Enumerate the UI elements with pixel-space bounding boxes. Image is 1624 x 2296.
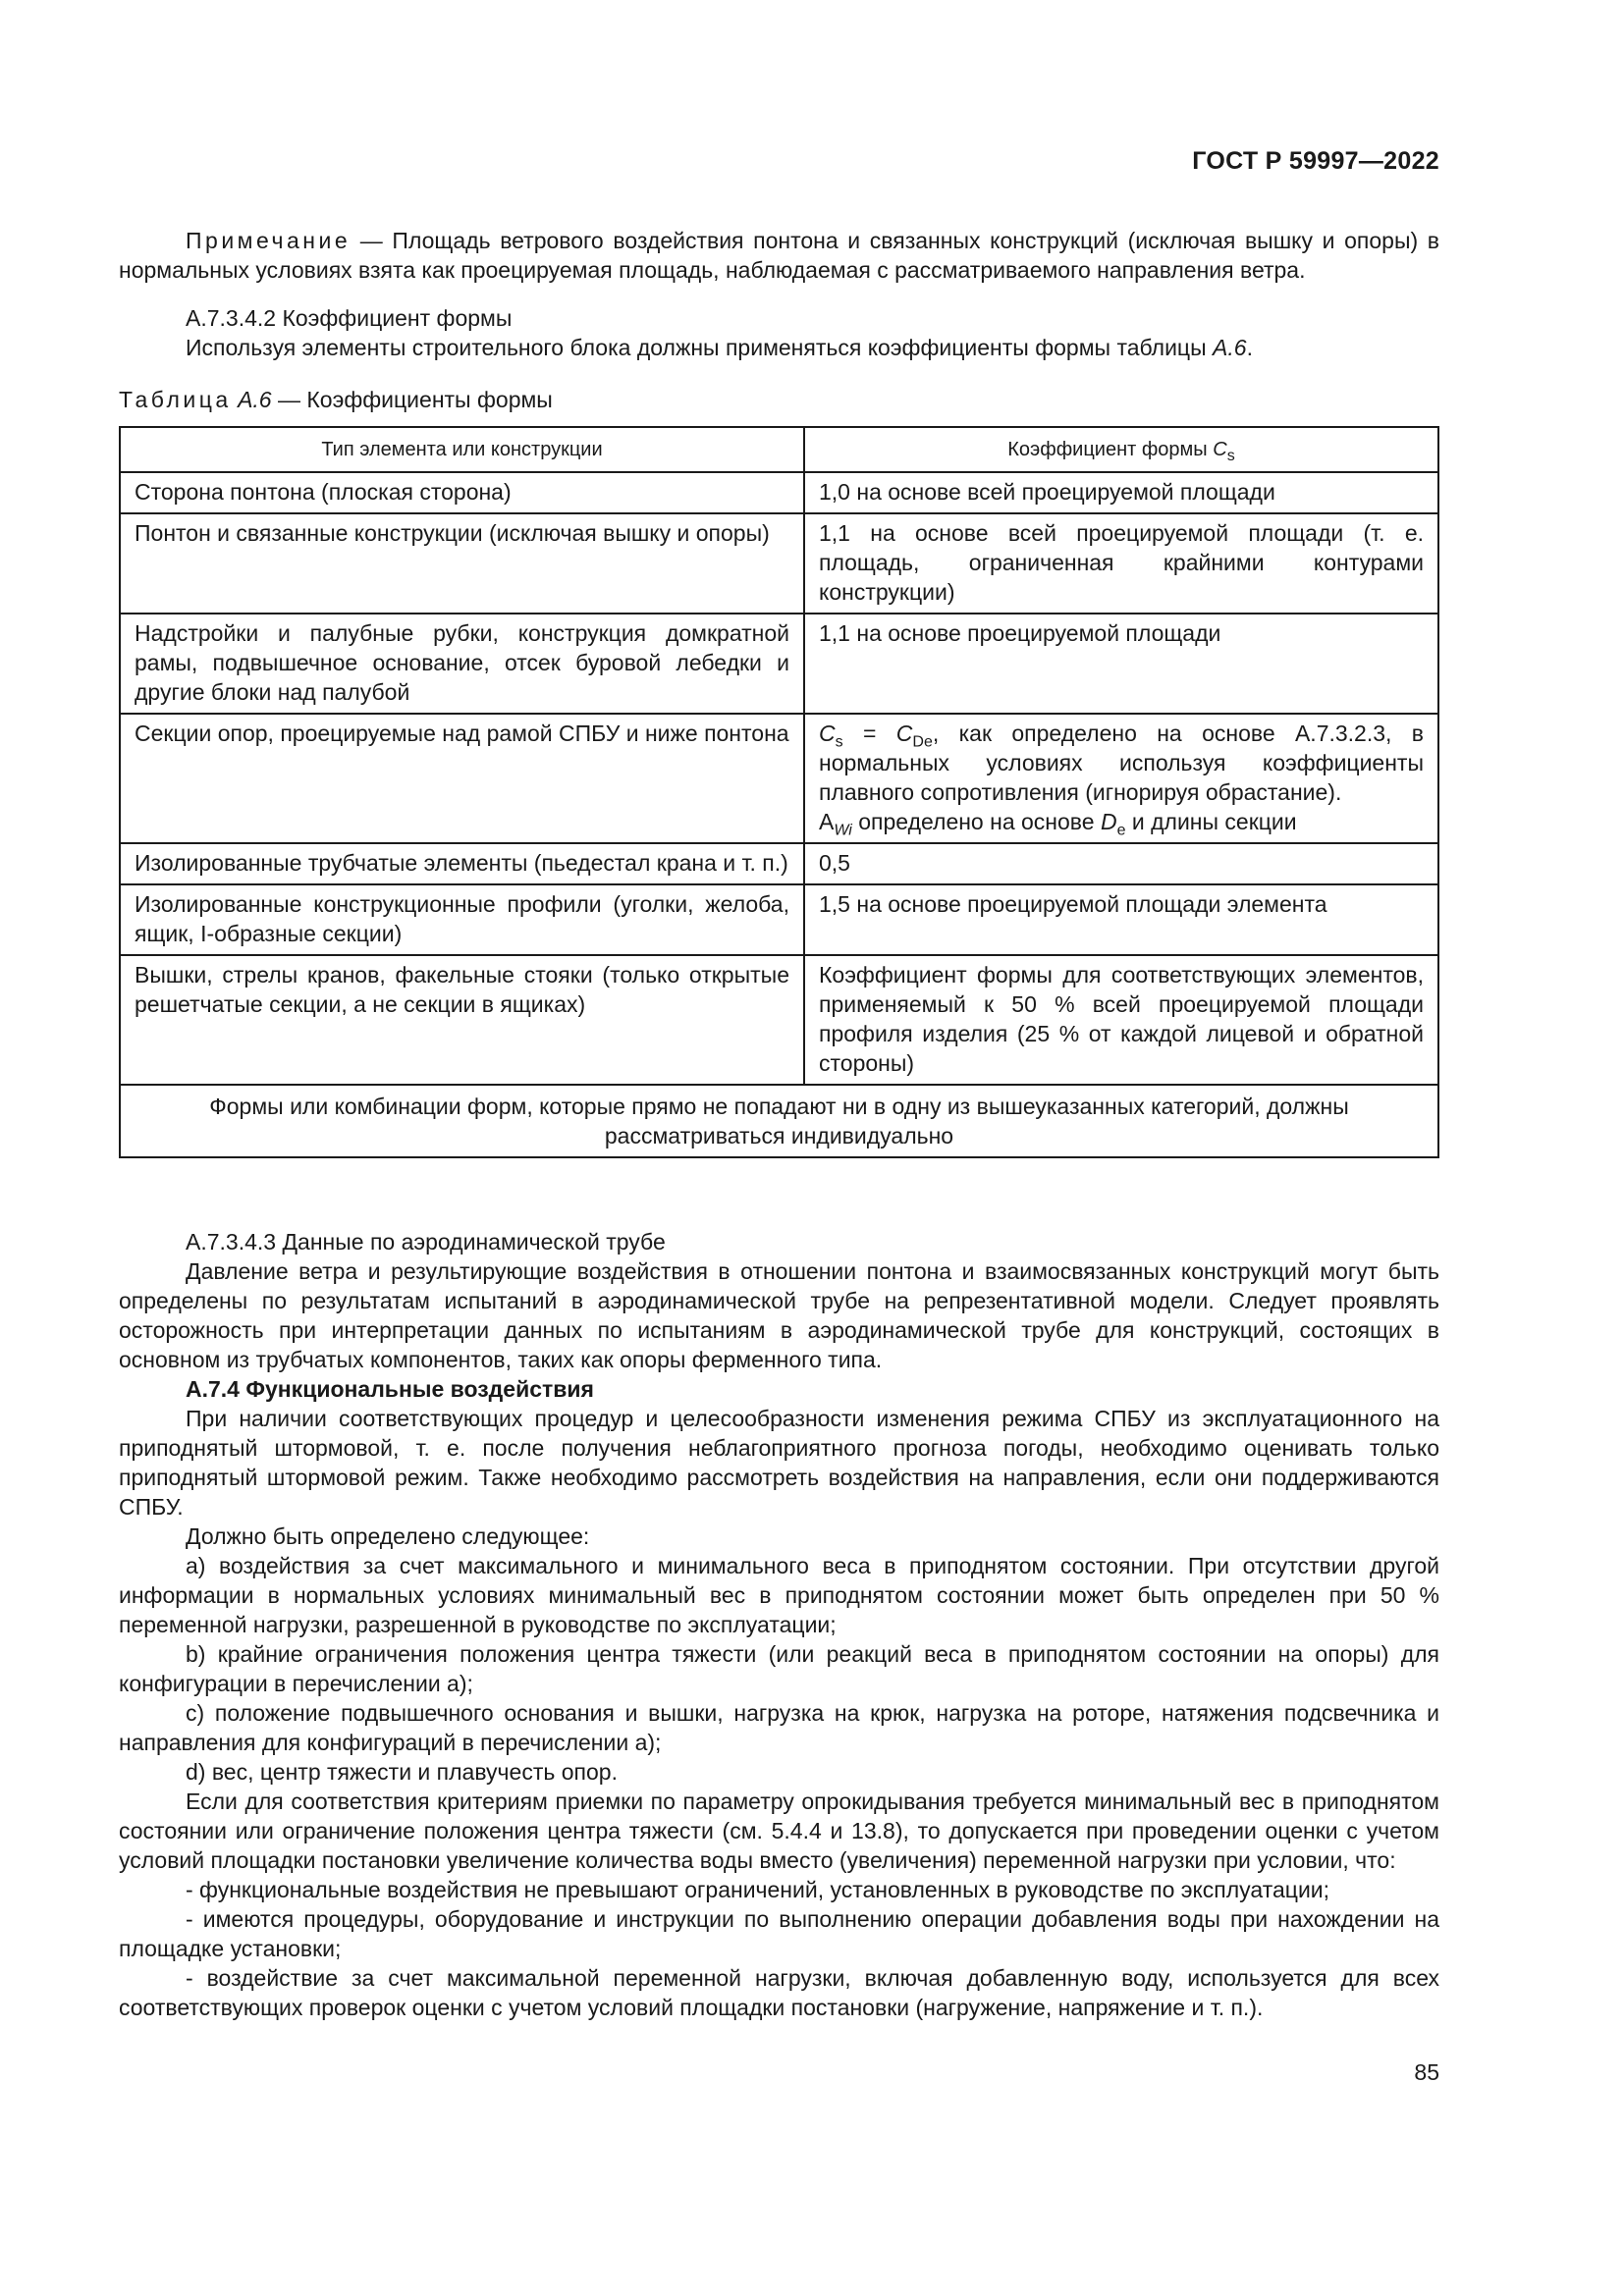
section-a7342-text: Используя элементы строительного блока должны применяться коэффициенты формы таблицы А.6. — [186, 335, 1253, 360]
section-a7343-title: А.7.3.4.3 Данные по аэродинамической трубе — [186, 1229, 666, 1255]
table-row — [120, 955, 1438, 1085]
header-shape-coefficient: Коэффициент формы $C_s$ — [804, 427, 1438, 472]
cell-element-type: Изолированные трубчатые элементы (пьедестал крана и т. п.) — [120, 843, 804, 884]
table-caption-label: Таблица — [119, 387, 232, 412]
table-row — [120, 472, 1438, 513]
table-caption-number: А.6 — [238, 387, 272, 412]
list-item-c: c) положение подвышечного основания и вышки, нагрузка на крюк, нагрузка на роторе, натяжения подсвечника и направления для конфигураций в перечислении a); — [119, 1700, 1439, 1755]
table-row — [120, 714, 1438, 843]
page-number: 85 — [1414, 2059, 1439, 2085]
cell-coefficient: 1,0 на основе всей проецируемой площади — [804, 472, 1438, 513]
conditions-paragraph: Если для соответствия критериям приемки по параметру опрокидывания требуется минимальный вес в приподнятом состоянии или ограничение положения центра тяжести (см. 5.4.4 и 13.8), то допускается при проведении оценки с учетом условий площадки постановки увеличение количества воды вместо (увеличения) переменной нагрузки при условии, что: — [119, 1789, 1439, 1873]
dash-item-1: - функциональные воздействия не превышают ограничений, установленных в руководстве по эксплуатации; — [186, 1877, 1330, 1902]
standard-header: ГОСТ Р 59997—2022 — [1192, 147, 1439, 175]
cell-coefficient: 0,5 — [804, 843, 1438, 884]
note-paragraph — [119, 226, 1439, 285]
shape-coefficients-table — [119, 426, 1439, 1158]
table-footer-row — [120, 1085, 1438, 1157]
table-header-row — [120, 427, 1438, 472]
table-row — [120, 614, 1438, 714]
note-label: Примечание — [186, 228, 352, 253]
section-a7343-paragraph: Давление ветра и результирующие воздействия в отношении понтона и взаимосвязанных конструкций могут быть определены по результатам испытаний в аэродинамической трубе на репрезентативной модели. Следует проявлять осторожность при интерпретации данных по испытаниям в аэродинамической трубе для конструкций, состоящих в основном из трубчатых компонентов, таких как опоры ферменного типа. — [119, 1258, 1439, 1372]
cell-element-type: Надстройки и палубные рубки, конструкция домкратной рамы, подвышечное основание, отсек буровой лебедки и другие блоки над палубой — [120, 614, 804, 714]
cell-coefficient: 1,1 на основе всей проецируемой площади (т. е. площадь, ограниченная крайними контурами конструкции) — [804, 513, 1438, 614]
header-element-type: Тип элемента или конструкции — [120, 427, 804, 472]
dash-item-2: - имеются процедуры, оборудование и инструкции по выполнению операции добавления воды при нахождении на площадке установки; — [119, 1906, 1439, 1961]
cell-coefficient: Коэффициент формы для соответствующих элементов, применяемый к 50 % всей проецируемой площади профиля изделия (25 % от каждой лицевой и обратной стороны) — [804, 955, 1438, 1085]
body-text — [119, 1227, 1439, 2087]
table-caption-title: — Коэффициенты формы — [271, 387, 553, 412]
list-item-b: b) крайние ограничения положения центра тяжести (или реакций веса в приподнятом состоянии на опоры) для конфигурации в перечислении a); — [119, 1641, 1439, 1696]
list-item-a: a) воздействия за счет максимального и минимального веса в приподнятом состоянии. При отсутствии другой информации в нормальных условиях минимальный вес в приподнятом состоянии может быть определен при 50 % переменной нагрузки, разрешенной в руководстве по эксплуатации; — [119, 1553, 1439, 1637]
cell-element-type: Понтон и связанные конструкции (исключая вышку и опоры) — [120, 513, 804, 614]
cell-coefficient: 1,5 на основе проецируемой площади элемента — [804, 884, 1438, 955]
section-a74-paragraph-1: При наличии соответствующих процедур и целесообразности изменения режима СПБУ из эксплуатационного на приподнятый штормовой, т. е. после получения неблагоприятного прогноза погоды, необходимо оценивать только приподнятый штормовой режим. Также необходимо рассмотреть воздействия на направления, если они поддерживаются СПБУ. — [119, 1406, 1439, 1520]
cell-coefficient: $C_s = C_{De}$, как определено на основе А.7.3.2.3, в нормальных условиях используя коэффициенты плавного сопротивления (игнорируя обрастание). $A_{Wi}$ определено на основе $D_e$ и длины секции — [804, 714, 1438, 843]
table-row — [120, 513, 1438, 614]
cell-element-type: Изолированные конструкционные профили (уголки, желоба, ящик, I-образные секции) — [120, 884, 804, 955]
table-row — [120, 884, 1438, 955]
cell-footer-note: Формы или комбинации форм, которые прямо не попадают ни в одну из вышеуказанных категорий, должны рассматриваться индивидуально — [120, 1085, 1438, 1157]
section-a7342-title: А.7.3.4.2 Коэффициент формы — [186, 305, 513, 331]
cell-element-type: Секции опор, проецируемые над рамой СПБУ и ниже понтона — [120, 714, 804, 843]
dash-item-3: - воздействие за счет максимальной переменной нагрузки, включая добавленную воду, используется для всех соответствующих проверок оценки с учетом условий площадки постановки (нагружение, напряжение и т. п.). — [119, 1965, 1439, 2020]
cell-element-type: Сторона понтона (плоская сторона) — [120, 472, 804, 513]
table-caption — [119, 385, 553, 414]
cell-element-type: Вышки, стрелы кранов, факельные стояки (только открытые решетчатые секции, а не секции в ящиках) — [120, 955, 804, 1085]
section-a7342 — [119, 303, 1439, 362]
list-item-d: d) вес, центр тяжести и плавучесть опор. — [186, 1759, 618, 1785]
section-a74-title: А.7.4 Функциональные воздействия — [186, 1376, 594, 1402]
note-text: — Площадь ветрового воздействия понтона и связанных конструкций (исключая вышку и опоры) в нормальных условиях взята как проецируемая площадь, наблюдаемая с рассматриваемого направления ветра. — [119, 228, 1439, 283]
table-row — [120, 843, 1438, 884]
table-reference: А.6 — [1213, 335, 1247, 360]
cell-coefficient: 1,1 на основе проецируемой площади — [804, 614, 1438, 714]
document-page — [119, 0, 1439, 2296]
section-a74-paragraph-2: Должно быть определено следующее: — [186, 1523, 590, 1549]
